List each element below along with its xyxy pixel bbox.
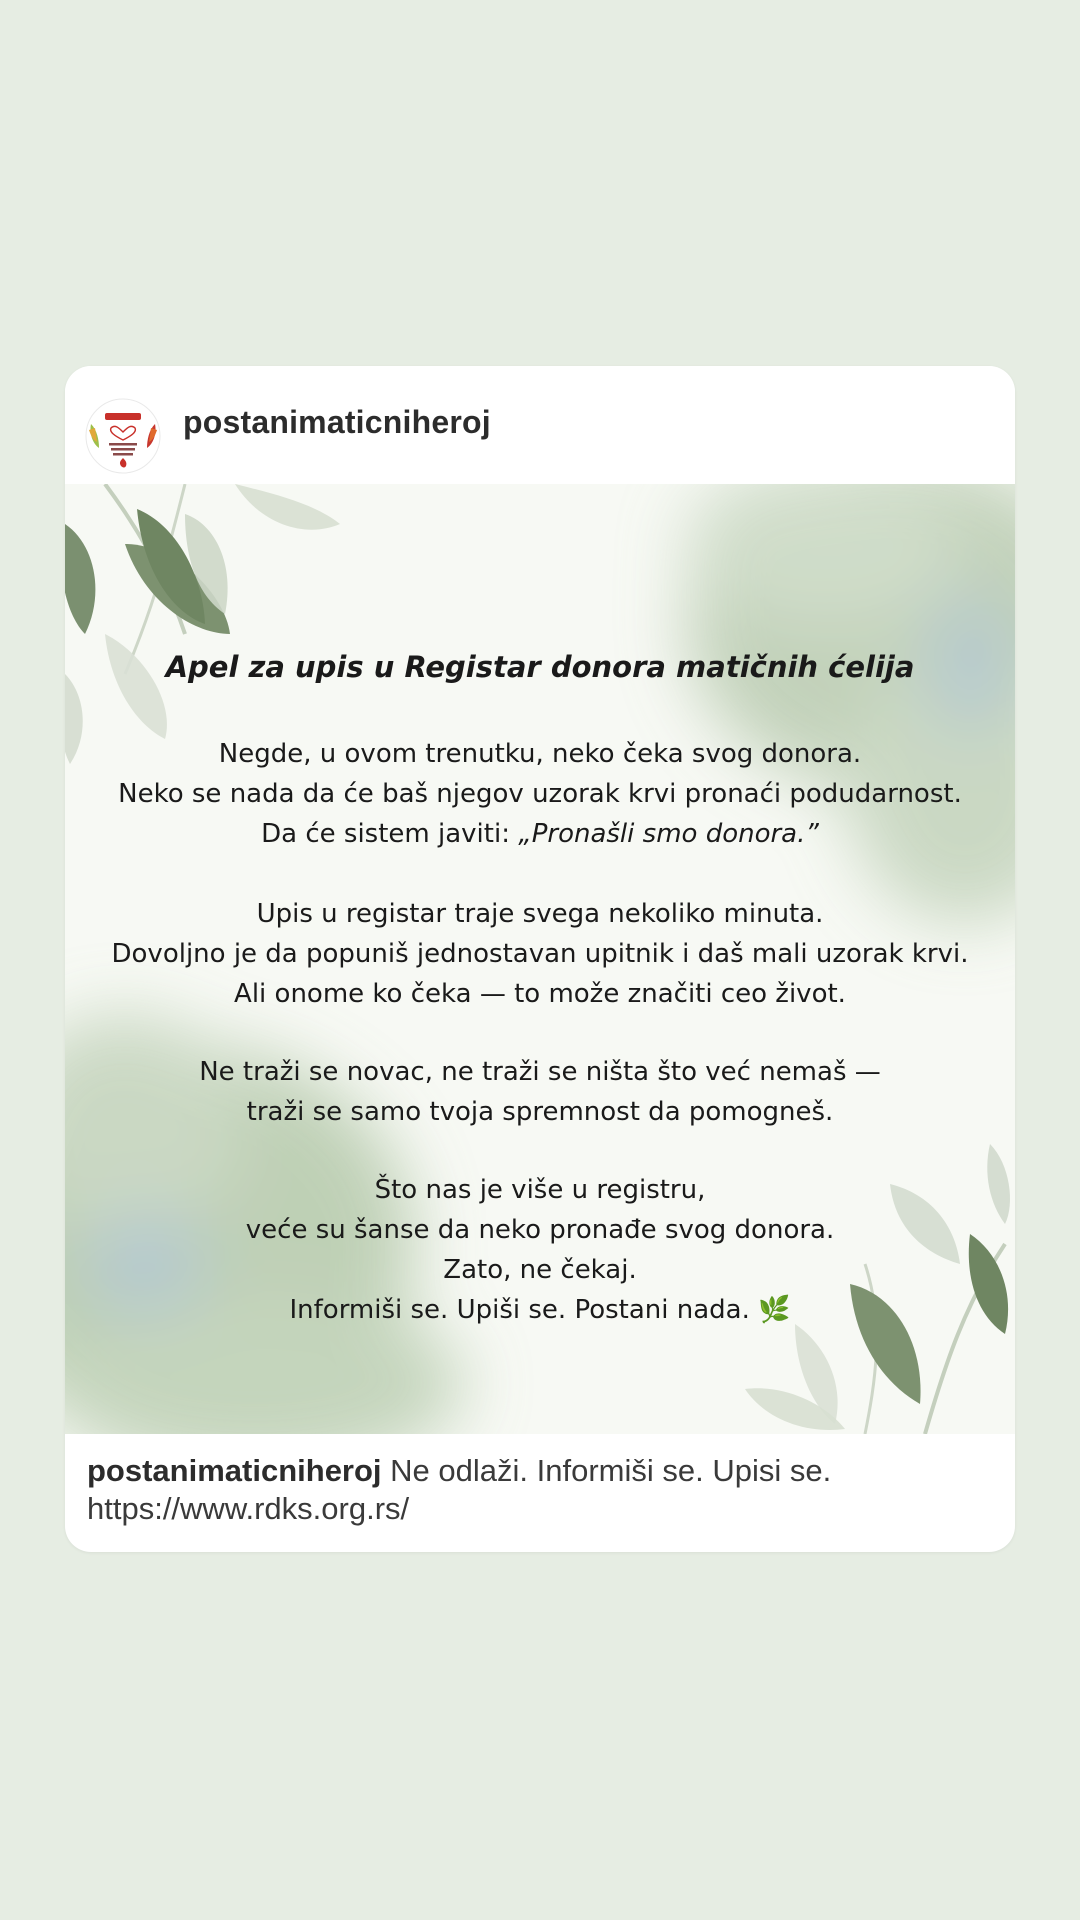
paragraph-4-line-1: Što nas je više u registru, [374, 1175, 706, 1205]
instagram-post-card [65, 366, 1015, 1552]
post-image[interactable] [65, 484, 1015, 1434]
post-title: Apel za upis u Registar donora matičnih ćelija [165, 650, 915, 684]
paragraph-3-line-1: Ne traži se novac, ne traži se ništa što već nemaš — [199, 1057, 881, 1087]
paragraph-4-line-2: veće su šanse da neko pronađe svog donora. [245, 1215, 835, 1245]
paragraph-4-line-4: Informiši se. Upiši se. Postani nada. 🌿 [289, 1295, 791, 1325]
caption-username[interactable]: postanimaticniheroj [87, 1453, 382, 1488]
paragraph-3-line-2: traži se samo tvoja spremnost da pomogneš. [246, 1097, 834, 1127]
paragraph-1-line-2: Neko se nada da će baš njegov uzorak krvi pronaći podudarnost. [118, 779, 962, 809]
profile-avatar[interactable] [85, 398, 161, 474]
paragraph-1 [65, 734, 1015, 854]
quote-text: „Pronašli smo donora.” [518, 819, 819, 849]
paragraph-2-line-1: Upis u registar traje svega nekoliko minuta. [256, 899, 824, 929]
paragraph-4-line-3: Zato, ne čekaj. [443, 1255, 637, 1285]
post-caption [87, 1452, 987, 1528]
caption-link[interactable]: https://www.rdks.org.rs/ [87, 1491, 410, 1526]
paragraph-4 [65, 1170, 1015, 1330]
paragraph-1-line-1: Negde, u ovom trenutku, neko čeka svog donora. [218, 739, 862, 769]
caption-text: Ne odlaži. Informiši se. Upisi se. [381, 1453, 832, 1488]
paragraph-2-line-3: Ali onome ko čeka — to može značiti ceo život. [234, 979, 846, 1009]
paragraph-3 [65, 1052, 1015, 1132]
header-username[interactable]: postanimaticniheroj [183, 404, 491, 440]
quote-prefix: Da će sistem javiti: [261, 819, 519, 849]
paragraph-2 [65, 894, 1015, 1014]
paragraph-2-line-2: Dovoljno je da popuniš jednostavan upitnik i daš mali uzorak krvi. [111, 939, 969, 969]
paragraph-1-line-3 [65, 814, 1015, 854]
avatar-logo-icon [85, 398, 161, 474]
post-header [65, 366, 1015, 484]
